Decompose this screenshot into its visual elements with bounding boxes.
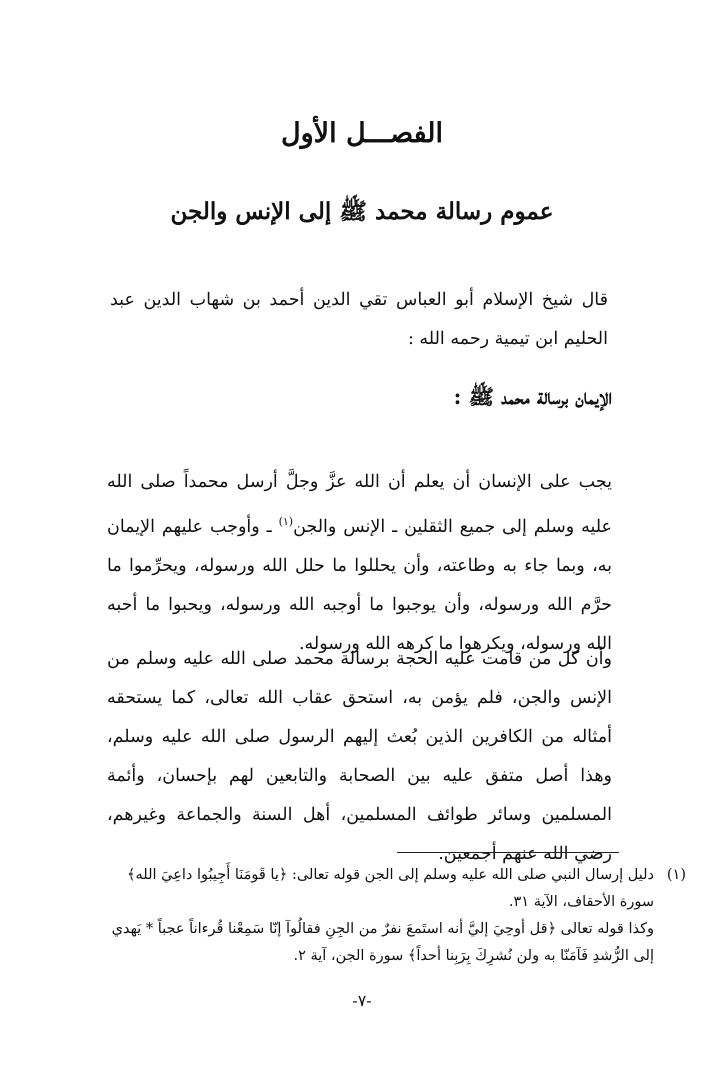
footnote-line-3: وكذا قوله تعالى ﴿قل أوحِيَ إليَّ أنه استَمعَ نفرٌ من الجِنِ فقالُوآ إنّا سَمِعْنا قُرءاناً عجباً * يَهدي إلى الرُّشدِ فَآمَنّا به ولن نُشرِكَ بِرَبِنا أحداً﴾ سورة الجن، آية ٢. [111, 921, 654, 964]
paragraph-1 [107, 463, 612, 664]
paragraph-1-text-a: يجب على الإنسان أن يعلم أن الله عزَّ وجلَّ أرسل محمداً صلى الله عليه وسلم إلى جميع الثقلين ـ الإنس والجن [107, 472, 613, 537]
footnote-line-2: سورة الأحقاف، الآية ٣١. [508, 894, 654, 910]
footnote-reference[interactable]: (١) [278, 515, 294, 528]
intro-paragraph: قال شيخ الإسلام أبو العباس تقي الدين أحمد بن شهاب الدين عبد الحليم ابن تيمية رحمه الله : [110, 290, 608, 349]
footnote-line-1: دليل إرسال النبي صلى الله عليه وسلم إلى الجن قوله تعالى: ﴿يا قَومَنَا أَجِيبُوا داعِيَ الله﴾ [127, 867, 654, 883]
footnote-marker: (١) [666, 867, 686, 883]
subheading: الإيمان برسالة محمد ﷺ : [453, 384, 612, 409]
footnote-divider [397, 852, 619, 853]
section-title: عموم رسالة محمد ﷺ إلى الإنس والجن [170, 198, 554, 225]
chapter-title: الفصـــل الأول [281, 118, 443, 149]
page-number: -٧- [352, 991, 372, 1010]
paragraph-2: وأن كل من قامت عليه الحجة برسالة محمد صلى الله عليه وسلم من الإنس والجن، فلم يؤمن به، استحق عقاب الله تعالى، كما يستحقه أمثاله من الكافرين الذين بُعث إليهم الرسول صلى الله عليه وسلم، وهذا أصل متفق عليه بين الصحابة والتابعين لهم بإحسان، وأئمة المسلمين وسائر طوائف المسلمين، أهل السنة والجماعة وغيرهم، رضي الله عنهم أجمعين. [107, 649, 612, 864]
footnote [104, 862, 686, 970]
paragraph-1-text-b: ـ وأوجب عليهم الإيمان به، وبما جاء به وطاعته، وأن يحللوا ما حلل الله ورسوله، ويحرِّموا ما حرَّم الله ورسوله، وأن يوجبوا ما أوجبه الله ورسوله، ويحبوا ما أحبه الله ورسوله، ويكرهوا ما كرهه الله ورسوله. [107, 516, 612, 654]
